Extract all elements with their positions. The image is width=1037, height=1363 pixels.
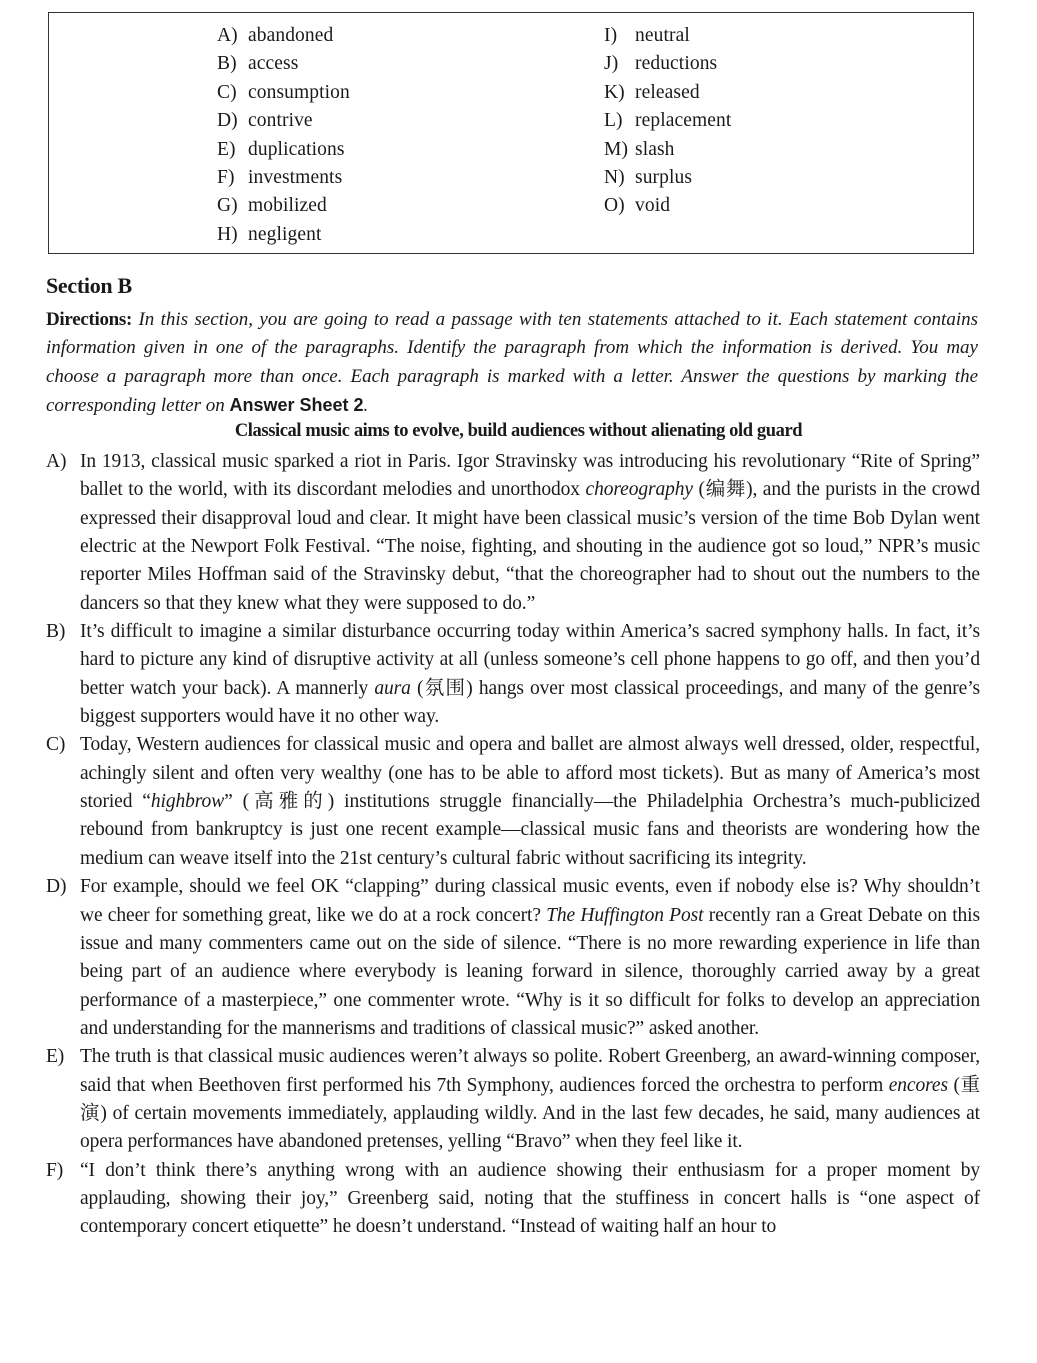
word-option: C) consumption: [217, 81, 350, 103]
paragraph-text: (氛围) hangs over most classical proceedings, and many of the genre’s biggest supporters would have it no other way.: [80, 677, 981, 728]
passage-paragraph: [46, 1043, 980, 1156]
directions-text: Directions: In this section, you are going to read a passage with ten statements attached to it. Each statement contains information given in one of the paragraphs. Identify the paragraph from which the information is derived. You may choose a paragraph more than once. Each paragraph is marked with a letter. Answer the questions by marking the corresponding letter on Answer Sheet 2.: [46, 309, 978, 416]
word-option: D) contrive: [217, 110, 313, 132]
italic-term: aura: [374, 677, 411, 699]
word-option: O) void: [604, 195, 671, 217]
paragraph-label: D): [46, 876, 67, 898]
paragraph-text: recently ran a Great Debate on this issue and many commenters came out on the side of silence. “There is no more rewarding experience in life than being part of an audience where everybody is leaning forward in silence, thoroughly carried away by a great performance of a masterpiece,” one commenter wrote. “Why is it so difficult for folks to develop an appreciation and understanding for the mannerisms and traditions of classical music?” asked another.: [80, 904, 980, 1039]
paragraph-label: F): [46, 1159, 64, 1181]
italic-term: highbrow: [150, 791, 225, 813]
section-heading: Section B: [46, 273, 132, 298]
paragraph-label: E): [46, 1046, 65, 1068]
italic-term: choreography: [585, 479, 693, 501]
italic-term: The Huffington Post: [546, 904, 704, 926]
paragraph-text: It’s difficult to imagine a similar disturbance occurring today within America’s sacred symphony halls. In fact, it’s hard to picture any kind of disruptive activity at all (unless someone’s cell phone happens to go off, and then you’d better watch your back). A mannerly: [80, 621, 980, 699]
word-option: B) access: [217, 53, 299, 75]
word-option: E) duplications: [217, 138, 345, 160]
paragraph-label: A): [46, 451, 67, 472]
passage-paragraph: [46, 448, 980, 618]
word-option: N) surplus: [604, 166, 693, 188]
passage-paragraph: [46, 618, 980, 731]
word-option: G) mobilized: [217, 195, 327, 217]
paragraph-text: Today, Western audiences for classical music and opera and ballet are almost always well dressed, older, respectful, achingly silent and often very wealthy (one has to be able to afford most tickets). But as many of America’s most storied “: [80, 734, 980, 813]
word-option: I) neutral: [604, 25, 690, 46]
passage-paragraph: [46, 873, 980, 1043]
italic-term: encores: [888, 1074, 948, 1096]
word-option: J) reductions: [604, 53, 718, 75]
word-option: M) slash: [604, 138, 675, 160]
paragraph-label: C): [46, 734, 66, 756]
word-bank-left-column: [217, 22, 350, 249]
passage-title: Classical music aims to evolve, build audiences without alienating old guard: [234, 421, 803, 441]
word-option: L) replacement: [604, 110, 732, 132]
passage-paragraph: [46, 731, 980, 873]
paragraph-label: B): [46, 621, 66, 643]
passage-paragraph: [46, 1157, 980, 1242]
paragraph-text: (编舞), and the purists in the crowd expressed their disapproval loud and clear. It might have been classical music’s version of the time Bob Dylan went electric at the Newport Folk Festival. “The noise, fighting, and shouting in the audience got so loud,” NPR’s music reporter Miles Hoffman said of the Stravinsky debut, “that the choreographer had to shout out the numbers to the dancers so that they knew what they were supposed to do.”: [80, 479, 980, 614]
paragraph-text: The truth is that classical music audiences weren’t always so polite. Robert Greenberg, an award-winning composer, said that when Beethoven first performed his 7th Symphony, audiences forced the orchestra to perform: [80, 1046, 980, 1096]
word-option: A) abandoned: [217, 25, 334, 46]
passage-body: [46, 448, 980, 1242]
paragraph-text: For example, should we feel OK “clapping” during classical music events, even if nobody else is? Why shouldn’t we cheer for something great, like we do at a rock concert?: [80, 876, 980, 926]
paragraph-text: (重演) of certain movements immediately, applauding wildly. And in the last few decades, he said, many audiences at opera performances have abandoned pretenses, yelling “Bravo” when they feel like it.: [80, 1074, 980, 1153]
paragraph-text: “I don’t think there’s anything wrong with an audience showing their enthusiasm for a proper moment by applauding, showing their joy,” Greenberg said, noting that the stuffiness in concert halls is “one aspect of contemporary concert etiquette” he doesn’t understand. “Instead of waiting half an hour to: [80, 1159, 980, 1238]
word-bank-right-column: [604, 22, 731, 221]
paragraph-text: In 1913, classical music sparked a riot in Paris. Igor Stravinsky was introducing his revolutionary “Rite of Spring” ballet to the world, with its discordant melodies and unorthodox: [80, 451, 980, 501]
word-option: F) investments: [217, 166, 343, 188]
directions-label: Directions:: [46, 309, 133, 330]
answer-sheet-reference: Answer Sheet 2: [229, 394, 364, 415]
word-option: H) negligent: [217, 223, 322, 245]
paragraph-text: ” (高雅的) institutions struggle financially—the Philadelphia Orchestra’s much-publicized rebound from bankruptcy is just one recent example—classical music fans and theorists are wondering how the medium can weave itself into the 21st century’s cultural fabric without sacrificing its integrity.: [80, 791, 980, 869]
word-option: K) released: [604, 81, 700, 103]
word-bank-box: [48, 12, 974, 254]
